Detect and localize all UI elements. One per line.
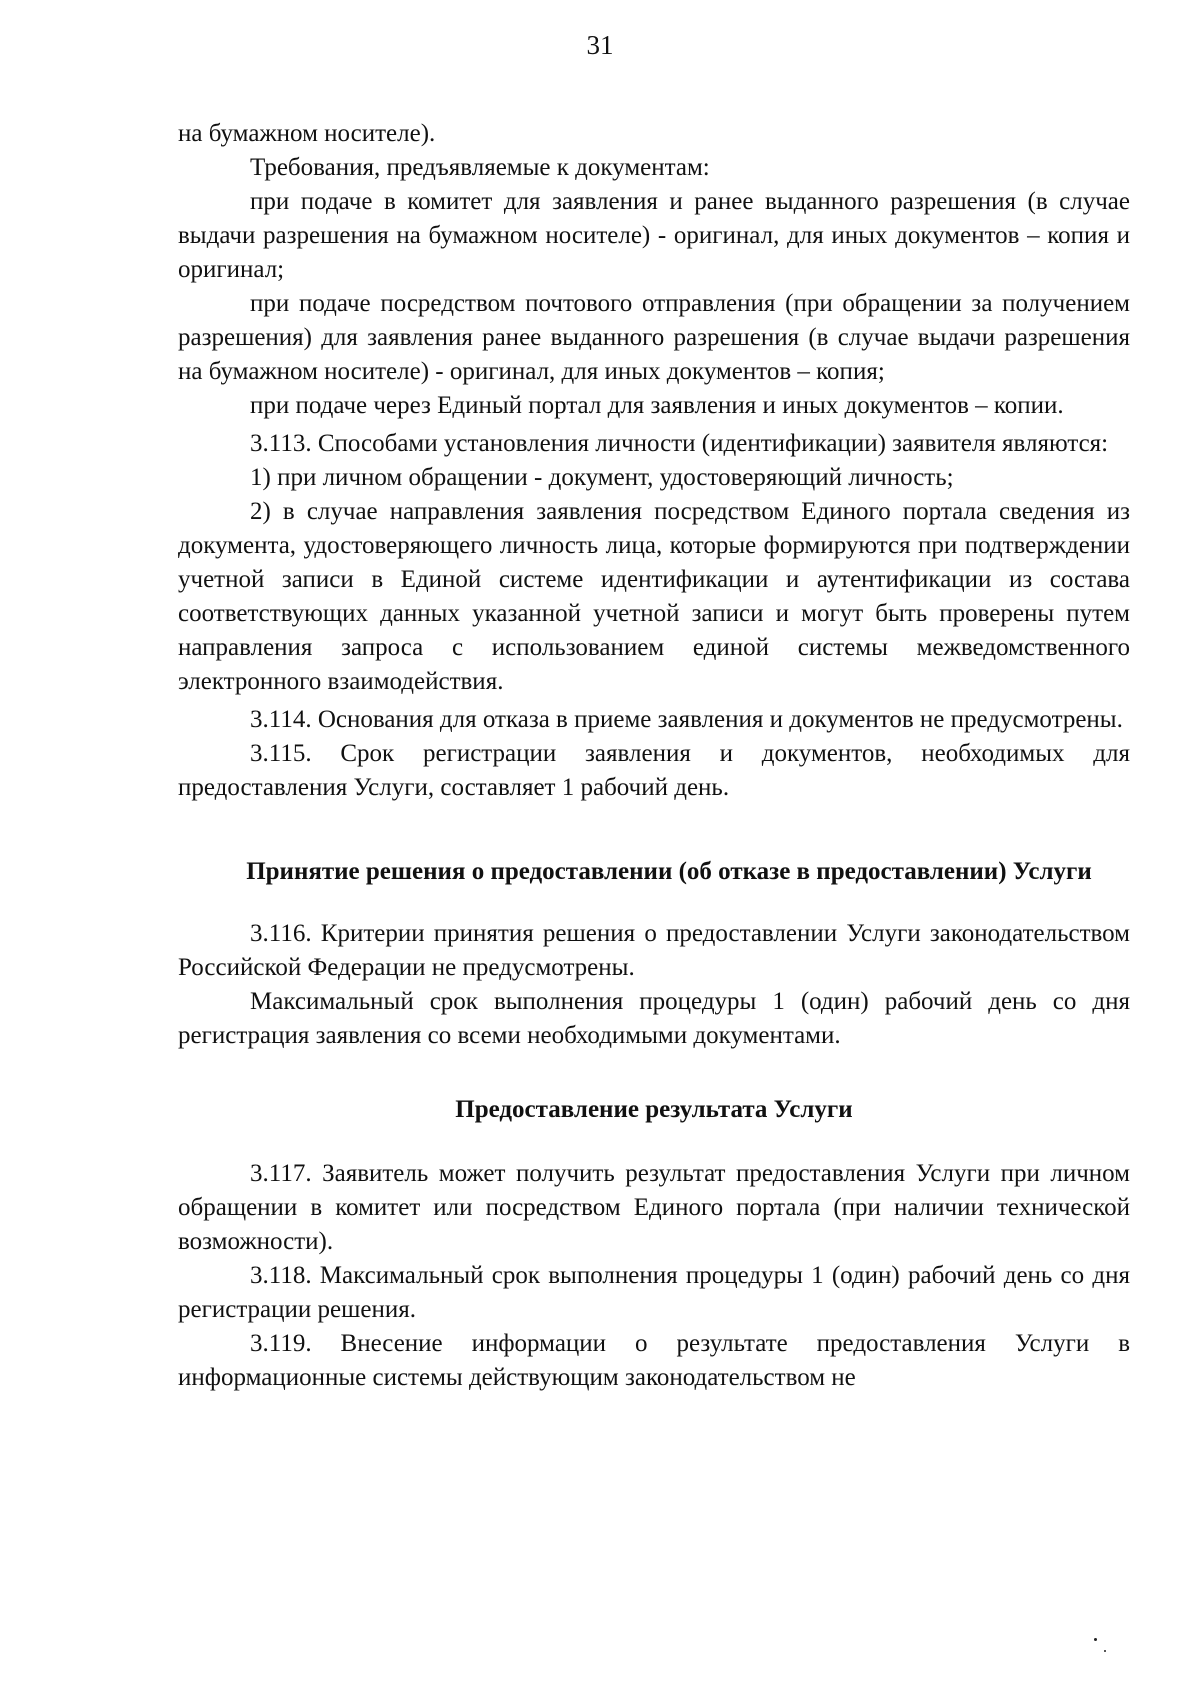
section-heading-result: Предоставление результата Услуги — [455, 1096, 853, 1123]
paragraph-submission-committee: при подаче в комитет для заявления и ранее выданного разрешения (в случае выдачи разрешения на бумажном носителе) - оригинал, для иных документов – копия и оригинал; — [178, 188, 1130, 283]
paragraph-submission-portal: при подаче через Единый портал для заявления и иных документов – копии. — [250, 392, 1064, 419]
paragraph-requirements-intro: Требования, предъявляемые к документам: — [250, 154, 710, 181]
paragraph-3-118: 3.118. Максимальный срок выполнения процедуры 1 (один) рабочий день со дня регистрации решения. — [178, 1262, 1130, 1323]
paragraph-3-113: 3.113. Способами установления личности (идентификации) заявителя являются: — [250, 430, 1109, 457]
paragraph-continuation: на бумажном носителе). — [178, 120, 436, 147]
document-body — [178, 117, 1130, 1395]
paragraph-3-113-item-2: 2) в случае направления заявления посредством Единого портала сведения из документа, удостоверяющего личность лица, которые формируются при подтверждении учетной записи в Единой системе идентификации и аутентификации из состава соответствующих данных указанной учетной записи и могут быть проверены путем направления запроса с использованием единой системы межведомственного электронного взаимодействия. — [178, 498, 1130, 695]
scan-speck — [1094, 1638, 1097, 1641]
paragraph-3-117: 3.117. Заявитель может получить результат предоставления Услуги при личном обращении в комитет или посредством Единого портала (при наличии технической возможности). — [178, 1160, 1130, 1255]
page-number: 31 — [586, 30, 614, 60]
paragraph-3-115: 3.115. Срок регистрации заявления и документов, необходимых для предоставления Услуги, составляет 1 рабочий день. — [178, 740, 1130, 801]
paragraph-3-119: 3.119. Внесение информации о результате предоставления Услуги в информационные системы действующим законодательством не — [178, 1330, 1130, 1391]
paragraph-3-116-max-time: Максимальный срок выполнения процедуры 1 (один) рабочий день со дня регистрация заявления со всеми необходимыми документами. — [178, 988, 1130, 1049]
paragraph-3-116: 3.116. Критерии принятия решения о предоставлении Услуги законодательством Российской Федерации не предусмотрены. — [178, 920, 1130, 981]
paragraph-3-114: 3.114. Основания для отказа в приеме заявления и документов не предусмотрены. — [250, 706, 1123, 733]
section-heading-decision: Принятие решения о предоставлении (об отказе в предоставлении) Услуги — [246, 858, 1092, 885]
paragraph-3-113-item-1: 1) при личном обращении - документ, удостоверяющий личность; — [250, 464, 954, 491]
paragraph-submission-post: при подаче посредством почтового отправления (при обращении за получением разрешения) для заявления ранее выданного разрешения (в случае выдачи разрешения на бумажном носителе) - оригинал, для иных документов – копия; — [178, 290, 1130, 385]
scan-speck — [1104, 1650, 1106, 1652]
